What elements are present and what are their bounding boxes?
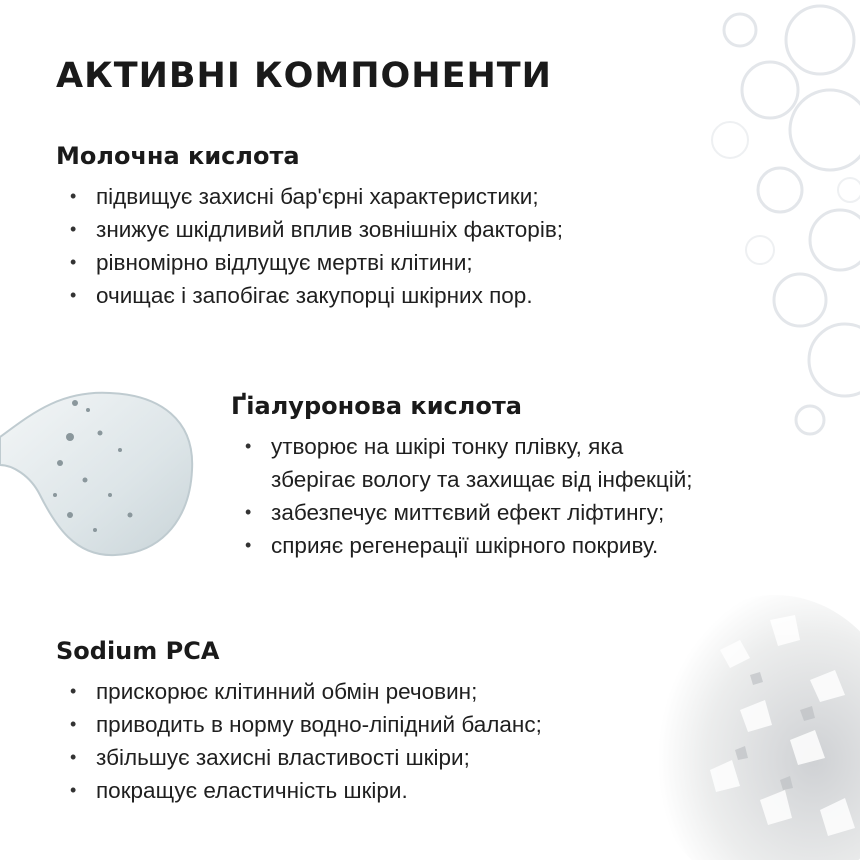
list-item: • приводить в норму водно-ліпідний баланс; <box>56 708 542 741</box>
section-lactic-acid <box>56 142 563 312</box>
list-item: • збільшує захисні властивості шкіри; <box>56 741 542 774</box>
section-sodium-pca <box>56 637 542 807</box>
gel-swatch-image <box>0 375 200 575</box>
section-heading: Молочна кислота <box>56 142 300 170</box>
list-item: • рівномірно відлущує мертві клітини; <box>56 246 563 279</box>
list-item: • забезпечує миттєвий ефект ліфтингу; <box>231 496 831 529</box>
list-item: • прискорює клітинний обмін речовин; <box>56 675 542 708</box>
salt-crystals-decoration <box>600 560 860 860</box>
benefit-list <box>56 180 563 312</box>
section-hyaluronic-acid <box>231 392 831 562</box>
list-item: • підвищує захисні бар'єрні характеристики; <box>56 180 563 213</box>
page-title: АКТИВНІ КОМПОНЕНТИ <box>56 56 552 96</box>
section-heading: Ґіалуронова кислота <box>231 392 522 420</box>
list-item: • утворює на шкірі тонку плівку, яка зберігає вологу та захищає від інфекцій; <box>231 430 831 496</box>
benefit-list <box>231 430 831 562</box>
benefit-list <box>56 675 542 807</box>
list-item: • знижує шкідливий вплив зовнішніх факторів; <box>56 213 563 246</box>
list-item: • сприяє регенерації шкірного покриву. <box>231 529 831 562</box>
list-item: • очищає і запобігає закупорці шкірних пор. <box>56 279 563 312</box>
list-item: • покращує еластичність шкіри. <box>56 774 542 807</box>
section-heading: Sodium PCA <box>56 637 220 665</box>
